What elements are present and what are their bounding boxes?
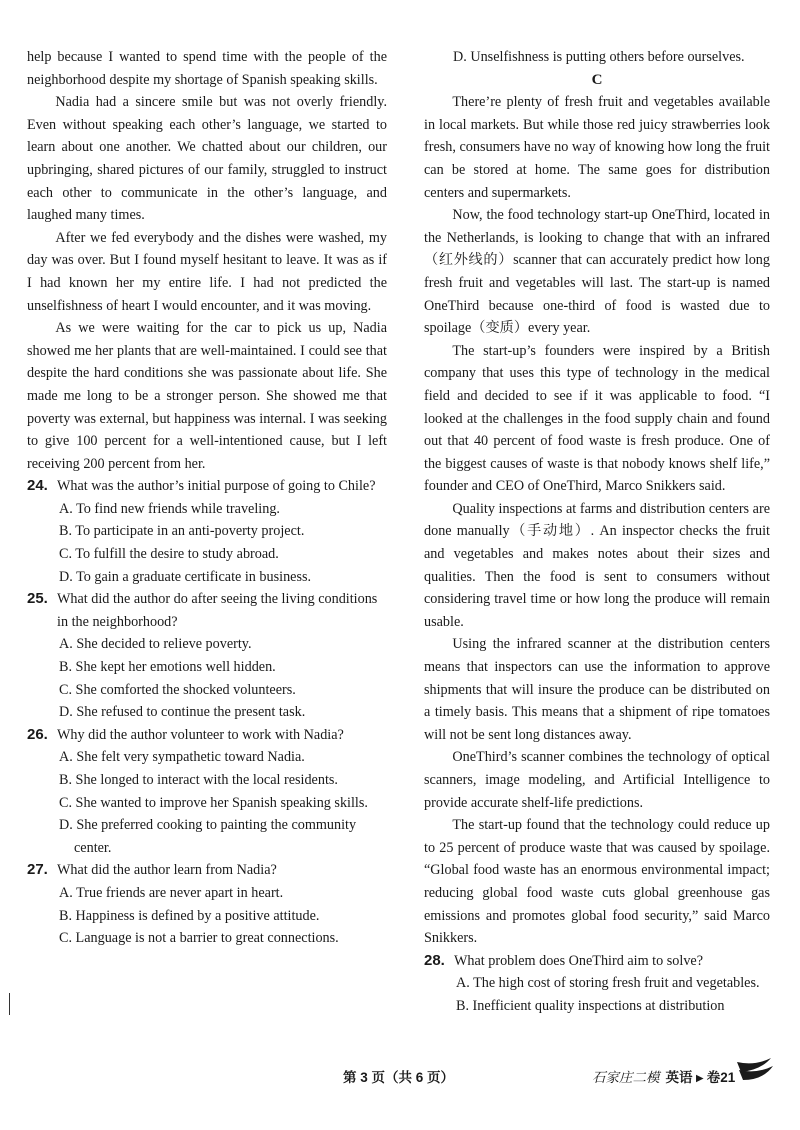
passage-paragraph: Nadia had a sincere smile but was not overly friendly. Even without speaking each other’s language, we started to learn about one another. We chatted about our children, our upbringing, shared pictures of our family, struggled to instruct each other to communicate in the other’s language, and laughed many times. xyxy=(27,94,387,224)
option: A. The high cost of storing fresh fruit and vegetables. xyxy=(456,975,760,992)
option: C. She comforted the shocked volunteers. xyxy=(59,681,296,698)
option: A. True friends are never apart in heart. xyxy=(59,884,284,901)
option: D. She refused to continue the present task. xyxy=(59,704,306,721)
region-label: 石家庄二模 xyxy=(592,1070,660,1085)
left-column xyxy=(27,46,387,950)
question-number: 28. xyxy=(424,951,445,969)
passage-paragraph: The start-up’s founders were inspired by a British company that uses this type of technology in the medical field and decided to see if it was applicable to food. “I looked at the challenges in the food supply chain and found out that 40 percent of food waste is fresh produce. One of the biggest causes of waste is that nobody knows shelf life,” founder and CEO of OneThird, Marco Snikkers said. xyxy=(424,342,770,495)
right-column xyxy=(424,46,770,1018)
question-25 xyxy=(27,588,387,724)
option: B. Inefficient quality inspections at distribution xyxy=(456,997,725,1014)
question-text: What problem does OneThird aim to solve? xyxy=(454,952,704,969)
passage-paragraph: OneThird’s scanner combines the technology of optical scanners, image modeling, and Artificial Intelligence to provide accurate shelf-life predictions. xyxy=(424,749,770,811)
option: A. She decided to relieve poverty. xyxy=(59,636,252,653)
question-number: 26. xyxy=(27,725,48,743)
option: D. Unselfishness is putting others before ourselves. xyxy=(453,49,745,65)
passage-paragraph: There’re plenty of fresh fruit and vegetables available in local markets. But while those red juicy strawberries look fresh, consumers have no way of knowing how long the fruit can be stored at home. The same goes for distribution centers and supermarkets. xyxy=(424,94,770,201)
option: B. She kept her emotions well hidden. xyxy=(59,659,276,676)
question-text: What did the author learn from Nadia? xyxy=(57,862,277,879)
swoosh-logo-icon xyxy=(735,1056,775,1086)
passage-paragraph: After we fed everybody and the dishes were washed, my day was over. But I found myself hesitant to leave. It was as if I had known her my entire life. I had not predicted the unselfishness of heart I would encounter, and it was moving. xyxy=(27,229,387,314)
option: A. She felt very sympathetic toward Nadia. xyxy=(59,749,305,766)
passage-paragraph: Now, the food technology start-up OneThird, located in the Netherlands, is looking to change that with an infrared（红外线的）scanner that can accurately predict how long fresh fruit and vegetables will last. The start-up is named OneThird because one-third of food is wasted due to spoilage（变质）every year. xyxy=(424,207,770,337)
option: A. To find new friends while traveling. xyxy=(59,500,280,517)
question-text: Why did the author volunteer to work with Nadia? xyxy=(57,726,344,743)
question-27 xyxy=(27,859,387,949)
option: C. Language is not a barrier to great connections. xyxy=(59,930,339,947)
question-text: What did the author do after seeing the living conditions in the neighborhood? xyxy=(57,591,378,630)
question-number: 25. xyxy=(27,590,48,608)
passage-paragraph: As we were waiting for the car to pick us up, Nadia showed me her plants that are well-maintained. I could see that despite the hard conditions she was passionate about life. She made me long to be a stronger person. She showed me that poverty was external, but happiness was internal. I was seeking to give 100 percent for a well-intentioned cause, but I left receiving 200 percent from her. xyxy=(27,320,387,472)
exam-label xyxy=(592,1066,735,1086)
option: B. To participate in an anti-poverty project. xyxy=(59,523,305,540)
passage-paragraph: help because I wanted to spend time with the people of the neighborhood despite my shortage of Spanish speaking skills. xyxy=(27,49,387,88)
question-text: What was the author’s initial purpose of going to Chile? xyxy=(57,478,376,495)
option: B. Happiness is defined by a positive attitude. xyxy=(59,907,320,924)
question-number: 24. xyxy=(27,477,48,495)
option: C. She wanted to improve her Spanish speaking skills. xyxy=(59,794,368,811)
question-number: 27. xyxy=(27,861,48,879)
option: C. To fulfill the desire to study abroad. xyxy=(59,546,279,563)
subject-label: 英语 ▸ 卷21 xyxy=(665,1070,736,1085)
page-number: 第 3 页（共 6 页） xyxy=(343,1070,455,1085)
passage-paragraph: The start-up found that the technology could reduce up to 25 percent of produce waste that was caused by spoilage. “Global food waste has an enormous environmental impact; reducing global food waste cuts global greenhouse gas emissions and promotes global food security,” said Marco Snikkers. xyxy=(424,817,770,947)
margin-mark xyxy=(9,993,10,1015)
question-24 xyxy=(27,475,387,588)
option: D. To gain a graduate certificate in business. xyxy=(59,568,312,585)
option: D. She preferred cooking to painting the community center. xyxy=(59,817,357,856)
passage-paragraph: Using the infrared scanner at the distribution centers means that inspectors can use the information to approve shipments that will insure the produce can be distributed on a timely basis. This means that a shipment of ripe tomatoes will not be sent long distances away. xyxy=(424,636,770,743)
section-label: C xyxy=(591,71,603,88)
question-26 xyxy=(27,724,387,860)
passage-paragraph: Quality inspections at farms and distribution centers are done manually（手动地）. An inspector checks the fruit and vegetables and makes notes about their sizes and qualities. Then the food is sent to consumers without considering travel time or how long the produce will remain usable. xyxy=(424,500,770,630)
option: B. She longed to interact with the local residents. xyxy=(59,772,338,788)
question-28 xyxy=(424,950,770,1018)
